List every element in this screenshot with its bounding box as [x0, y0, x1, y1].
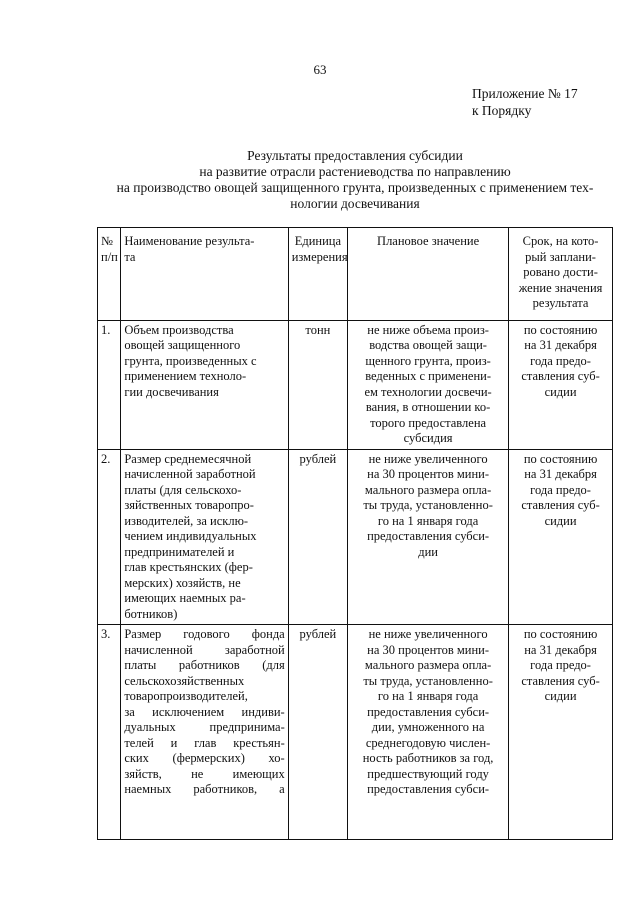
- cell-line: предпринимателей и: [124, 544, 235, 559]
- cell-line: по состоянию: [523, 451, 598, 466]
- cell-line: Размер среднемесячной: [124, 451, 252, 466]
- cell-line: водства овощей защи-: [369, 338, 487, 352]
- row-number: 3.: [98, 625, 121, 840]
- title-line: на производство овощей защищенного грунта, произведенных с применением тех-: [116, 180, 594, 195]
- header-text: измерения: [291, 249, 348, 264]
- cell-line: ботников): [124, 606, 178, 621]
- cell-line: не ниже увеличенного: [368, 451, 488, 466]
- cell-line: предшествующий году: [367, 766, 489, 781]
- cell-line: дии, умноженного на: [371, 720, 485, 734]
- header-text: №: [101, 234, 113, 248]
- row-deadline: [509, 449, 613, 625]
- cell-line: по состоянию: [523, 322, 598, 337]
- cell-line: глав крестьянских (фер-: [124, 560, 253, 574]
- cell-line: гии досвечивания: [124, 384, 219, 399]
- title-line: Результаты предоставления субсидии: [247, 148, 463, 163]
- cell-line: чением индивидуальных: [124, 529, 257, 543]
- cell-line: овощей защищенного: [124, 338, 241, 352]
- cell-line: предоставления субси-: [367, 529, 490, 543]
- cell-line: ем технологии досвечи-: [364, 384, 492, 399]
- header-unit: [288, 228, 347, 321]
- cell-line: го на 1 января года: [377, 513, 479, 528]
- row-name: [121, 449, 288, 625]
- cell-line: начисленной заработной: [124, 467, 256, 481]
- header-deadline: [509, 228, 613, 321]
- table-row: [98, 449, 613, 625]
- header-number: [98, 228, 121, 321]
- cell-line: платы (для сельскохо-: [124, 482, 242, 497]
- row-name: [121, 625, 288, 840]
- cell-line: ты труда, установленно-: [363, 498, 493, 512]
- cell-line: на 31 декабря: [524, 467, 597, 481]
- header-text: Единица: [294, 234, 342, 248]
- cell-line: мального размера опла-: [364, 658, 492, 672]
- cell-line: товаропроизводителей,: [124, 689, 248, 703]
- cell-line: не ниже увеличенного: [368, 627, 488, 641]
- row-number: 2.: [98, 449, 121, 625]
- cell-line: вания, в отношении ко-: [365, 400, 491, 414]
- title-line: нологии досвечивания: [290, 196, 420, 211]
- header-plan: [348, 228, 509, 321]
- cell-line: имеющих наемных ра-: [124, 591, 246, 605]
- cell-line: сидии: [544, 689, 577, 703]
- cell-line: на 31 декабря: [524, 642, 597, 657]
- cell-line: мального размера опла-: [364, 482, 492, 497]
- cell-line: зяйственных товаропро-: [124, 498, 254, 512]
- cell-line: сидии: [544, 513, 577, 528]
- row-number: 1.: [98, 320, 121, 449]
- results-table: [97, 227, 613, 840]
- header-text: Срок, на кото-: [522, 234, 599, 248]
- document-title: [95, 148, 615, 212]
- cell-line: не ниже объема произ-: [367, 322, 489, 337]
- cell-line: мерских) хозяйств, не: [124, 575, 241, 590]
- cell-line: года предо-: [530, 482, 591, 497]
- cell-line: ставления суб-: [521, 498, 600, 512]
- cell-line: ность работников за год,: [362, 751, 494, 765]
- cell-line: наемных работников, а: [124, 782, 285, 796]
- table-row: [98, 625, 613, 840]
- row-plan: [348, 320, 509, 449]
- cell-line: платы работников (для: [124, 658, 285, 672]
- title-line: на развитие отрасли растениеводства по направлению: [199, 164, 511, 179]
- row-deadline: [509, 320, 613, 449]
- row-deadline: [509, 625, 613, 840]
- cell-line: грунта, произведенных с: [124, 353, 257, 368]
- cell-line: на 30 процентов мини-: [367, 642, 489, 657]
- appendix-line: Приложение № 17: [472, 86, 578, 101]
- cell-line: зяйств, не имеющих: [124, 766, 285, 781]
- cell-line: сидии: [544, 384, 577, 399]
- cell-line: применением техноло-: [124, 369, 247, 383]
- cell-line: за исключением индиви-: [124, 704, 285, 719]
- cell-line: сельскохозяйственных: [124, 673, 245, 688]
- cell-line: ставления суб-: [521, 369, 600, 383]
- cell-line: на 31 декабря: [524, 338, 597, 352]
- page-number: 63: [313, 62, 327, 77]
- cell-line: Размер годового фонда: [124, 627, 285, 641]
- cell-line: предоставления субси-: [367, 704, 490, 719]
- cell-line: ты труда, установленно-: [363, 673, 493, 688]
- header-text: п/п: [101, 249, 118, 264]
- row-name: [121, 320, 288, 449]
- table-row: [98, 320, 613, 449]
- cell-line: щенного грунта, произ-: [365, 353, 491, 368]
- cell-line: на 30 процентов мини-: [367, 467, 489, 481]
- header-text: жение значения: [518, 280, 603, 295]
- cell-line: по состоянию: [523, 627, 598, 641]
- cell-line: среднегодовую числен-: [365, 735, 491, 750]
- row-plan: [348, 449, 509, 625]
- cell-line: телей и глав крестьян-: [124, 735, 285, 750]
- cell-line: торого предоставлена: [370, 415, 487, 430]
- cell-line: субсидия: [403, 431, 453, 445]
- appendix-line: к Порядку: [472, 103, 532, 118]
- cell-line: Объем производства: [124, 322, 234, 337]
- cell-line: изводителей, за исклю-: [124, 513, 249, 528]
- header-text: ровано дости-: [523, 265, 598, 279]
- header-name: [121, 228, 288, 321]
- row-plan: [348, 625, 509, 840]
- cell-line: года предо-: [530, 658, 591, 672]
- cell-line: веденных с применени-: [365, 369, 491, 383]
- row-unit: рублей: [288, 449, 347, 625]
- cell-line: предоставления субси-: [367, 782, 490, 796]
- cell-line: го на 1 января года: [377, 689, 479, 703]
- header-text: Плановое значение: [377, 234, 480, 248]
- row-unit: тонн: [288, 320, 347, 449]
- header-text: та: [124, 249, 136, 264]
- header-text: рый заплани-: [525, 249, 596, 264]
- cell-line: начисленной заработной: [124, 642, 285, 657]
- header-text: Наименование результа-: [124, 234, 255, 248]
- cell-line: года предо-: [530, 353, 591, 368]
- header-text: результата: [532, 296, 589, 310]
- cell-line: дуальных предпринима-: [124, 720, 285, 734]
- cell-line: дии: [418, 544, 438, 559]
- table-header-row: [98, 228, 613, 321]
- cell-line: ставления суб-: [521, 673, 600, 688]
- appendix-reference: [472, 85, 578, 119]
- cell-line: ских (фермерских) хо-: [124, 751, 285, 765]
- row-unit: рублей: [288, 625, 347, 840]
